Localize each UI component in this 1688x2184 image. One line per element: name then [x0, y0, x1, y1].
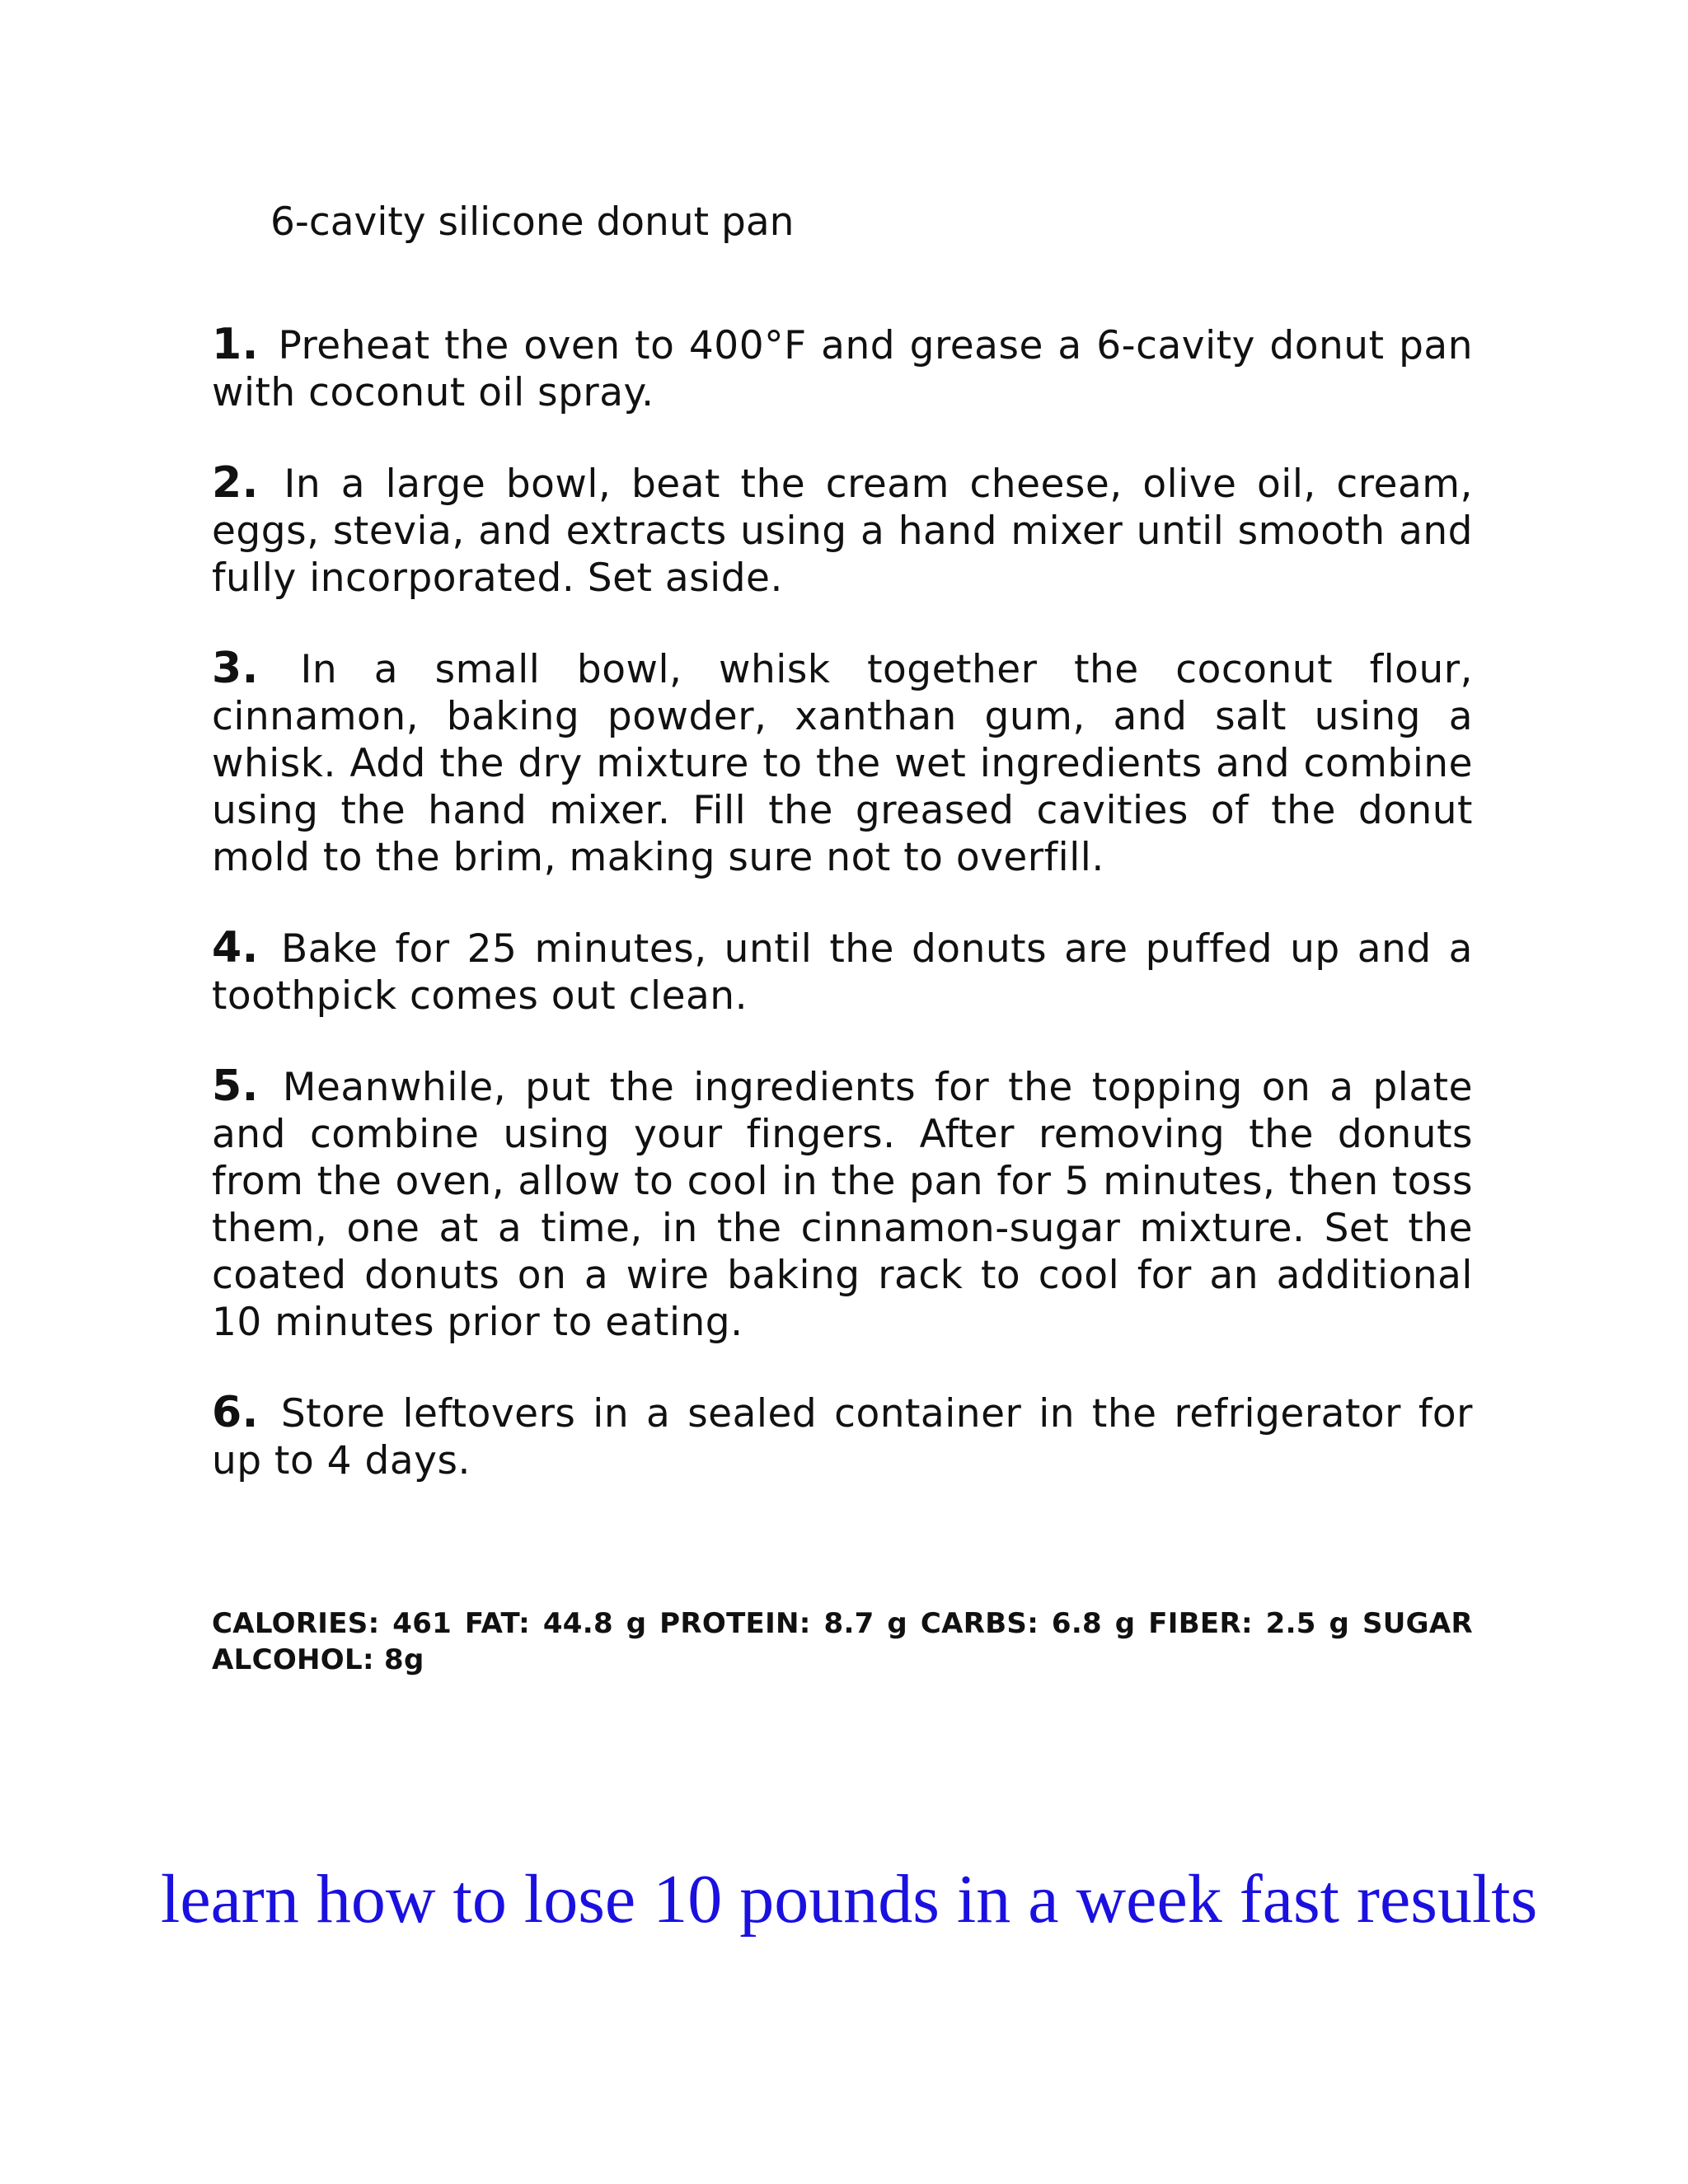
step-number: 2.	[212, 458, 259, 508]
step-number: 4.	[212, 923, 259, 972]
step-number: 6.	[212, 1388, 259, 1437]
instruction-step	[212, 1063, 1473, 1346]
step-number: 5.	[212, 1062, 259, 1111]
step-text: In a small bowl, whisk together the coconut flour, cinnamon, baking powder, xanthan gum, and salt using a whisk. Add the dry mixture to the wet ingredients and combine using the hand mixer. Fill the greased cavities of the donut mold to the brim, making sure not to overfill.	[212, 647, 1473, 880]
nutrition-facts: CALORIES: 461 FAT: 44.8 g PROTEIN: 8.7 g CARBS: 6.8 g FIBER: 2.5 g SUGAR ALCOHOL: 8g	[212, 1607, 1473, 1676]
instruction-step	[212, 460, 1473, 602]
instruction-step	[212, 1390, 1473, 1484]
instruction-step	[212, 321, 1473, 416]
instructions-list	[212, 321, 1473, 1528]
step-text: Preheat the oven to 400°F and grease a 6-cavity donut pan with coconut oil spray.	[212, 323, 1473, 415]
equipment-line: 6-cavity silicone donut pan	[270, 199, 795, 245]
step-number: 1.	[212, 320, 259, 369]
step-text: In a large bowl, beat the cream cheese, olive oil, cream, eggs, stevia, and extracts using a hand mixer until smooth and fully incorporated. Set aside.	[212, 462, 1473, 601]
instruction-step	[212, 925, 1473, 1019]
step-text: Store leftovers in a sealed container in the refrigerator for up to 4 days.	[212, 1391, 1473, 1483]
instruction-step	[212, 645, 1473, 881]
step-number: 3.	[212, 644, 259, 693]
step-text: Bake for 25 minutes, until the donuts are puffed up and a toothpick comes out clean.	[212, 926, 1473, 1019]
step-text: Meanwhile, put the ingredients for the topping on a plate and combine using your fingers. After removing the donuts from the oven, allow to cool in the pan for 5 minutes, then toss them, one at a time, in the cinnamon-sugar mixture. Set the coated donuts on a wire baking rack to cool for an additional 10 minutes prior to eating.	[212, 1065, 1474, 1345]
promo-link[interactable]: learn how to lose 10 pounds in a week fast results	[161, 1861, 1538, 1938]
